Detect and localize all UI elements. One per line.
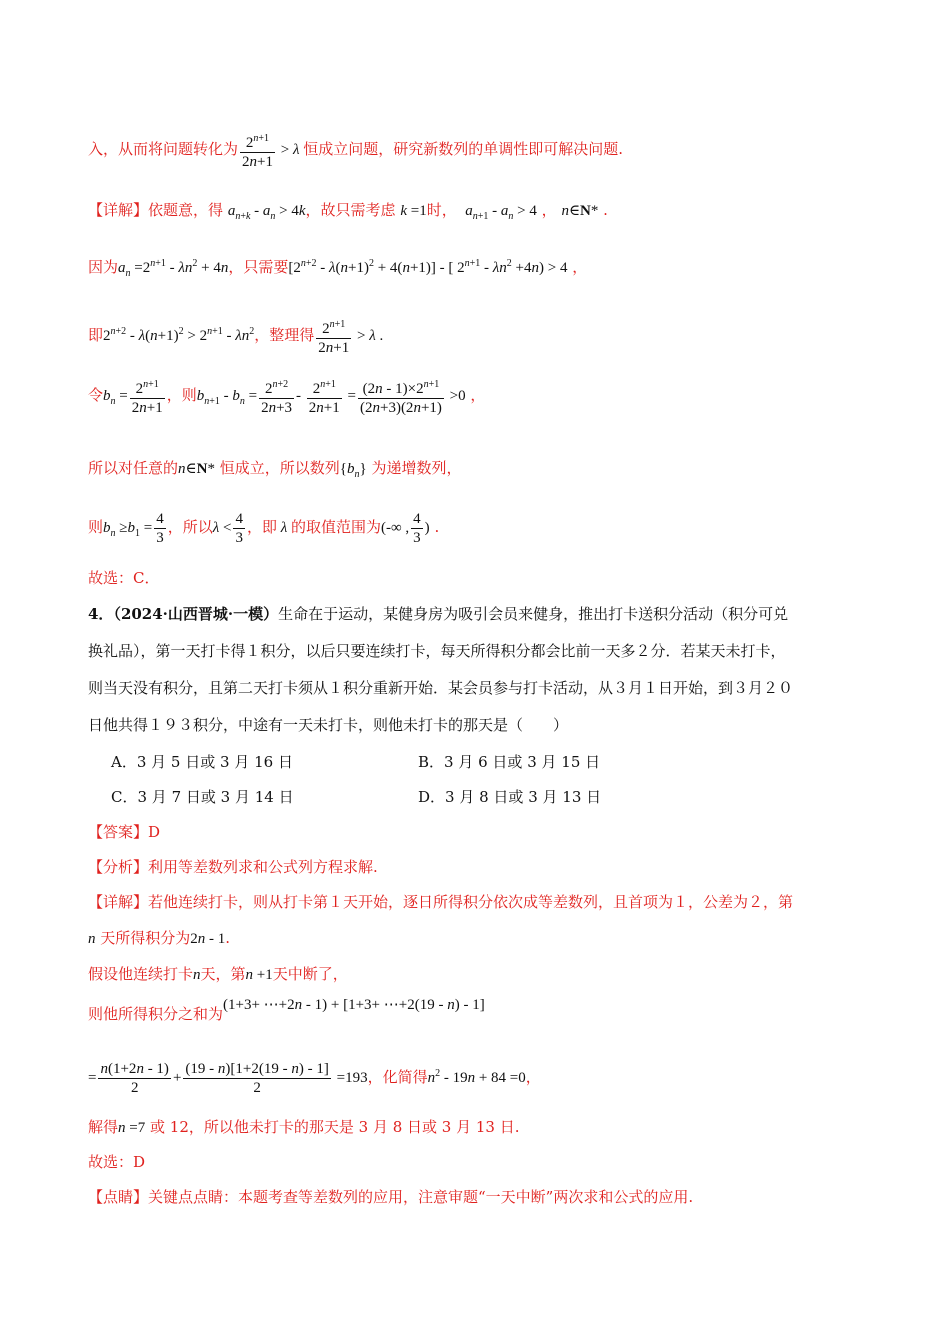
equation-line: = $\frac{n(1+2n - 1)}{2}$ + $\frac{(19 - n)[1+2(19 - n) - 1]}{2}$ =193，化简得$n^2 - 19n + 84 =0$， <box>88 1061 541 1096</box>
analysis-text: 利用等差数列求和公式列方程求解. <box>148 858 378 876</box>
assume-text: 天中断了， <box>272 965 348 983</box>
comment-line <box>88 1187 693 1207</box>
answer-tag: 【答案】 <box>88 823 149 841</box>
comment-tag: 【点睛】 <box>88 1188 149 1206</box>
all-n-line: 所以对任意的n∈N* 恒成立，所以数列$\{b_n\}$ 为递增数列， <box>88 459 462 480</box>
analysis-line <box>88 857 378 877</box>
choice-prev: 故选：C． <box>88 569 160 587</box>
solve-text: 或 12，所以他未打卡的那天是 3 月 8 日或 3 月 13 日. <box>150 1118 520 1136</box>
option-text: 3 月 6 日或 3 月 15 日 <box>444 753 601 771</box>
ji-line: 即$2^{n+2} - \lambda(n+1)^2 > 2^{n+1} - \lambda n^2$，整理得 $\frac{2^{n+1}}{2n+1}$ > λ . <box>88 316 383 357</box>
intro-suffix: 恒成立问题，研究新数列的单调性即可解决问题. <box>303 139 623 158</box>
answer-value: D <box>148 823 161 841</box>
option-text: 3 月 8 日或 3 月 13 日 <box>445 788 602 806</box>
range-text: 的取值范围为 <box>290 517 381 536</box>
option-label: D． <box>418 788 446 806</box>
detail-text: 天所得积分为 <box>100 929 191 947</box>
range-text: 则 <box>88 517 104 536</box>
all-n-text: 为递增数列， <box>371 459 462 477</box>
comment-text: 关键点点睛：本题考查等差数列的应用，注意审题“一天中断”两次求和公式的应用. <box>148 1188 694 1206</box>
detail-text: ，故只需考虑 <box>305 201 396 219</box>
solve-text: 解得 <box>88 1118 119 1136</box>
equation-text: ，化简得 <box>367 1067 428 1086</box>
detail-line-a <box>88 892 868 912</box>
ji-text: ，整理得 <box>254 325 315 344</box>
problem-line-2: 换礼品），第一天打卡得１积分，以后只要连续打卡，每天所得积分都会比前一天多２分．若某天未打卡， <box>88 642 786 660</box>
intro-line: 入，从而将问题转化为 $\frac{2^{n+1}}{2n+1}$ > λ 恒成立问题，研究新数列的单调性即可解决问题. <box>88 130 623 171</box>
all-n-text: 恒成立，所以数列 <box>219 459 340 477</box>
analysis-tag: 【分析】 <box>88 858 149 876</box>
problem-line-3: 则当天没有积分，且第二天打卡须从１积分重新开始．某会员参与打卡活动，从３月１日开始，到３月２０ <box>88 679 794 697</box>
problem-text: 生命在于运动，某健身房为吸引会员来健身，推出打卡送积分活动（积分可兑 <box>278 605 789 623</box>
detail-tag: 【详解】 <box>88 201 149 219</box>
option-a[interactable] <box>111 752 293 772</box>
option-b[interactable] <box>418 752 600 772</box>
assume-text: 假设他连续打卡 <box>88 965 194 983</box>
ling-line: 令$b_n$ = $\frac{2^{n+1}}{2n+1}$ ，则$b_{n+1} - b_n$ = $\frac{2^{n+2}}{2n+3}$ - $\frac{2^{n+1}}{2n+1}$ = $\frac{(2n - 1)\times 2^{n+1}}{(2n+3)(2n+1)}$ >0 ， <box>88 376 485 417</box>
option-label: C． <box>111 788 138 806</box>
detail-line-1: 【详解】依题意，得 $a_{n+k} - a_n > 4k$，故只需考虑 k =1时， $a_{n+1} - a_n > 4$ ， n∈N* . <box>88 201 608 222</box>
ling-text: ，则 <box>166 385 197 404</box>
assume-line: 假设他连续打卡n天，第n +1天中断了， <box>88 965 348 983</box>
detail-tag: 【详解】 <box>88 893 149 911</box>
range-text: ，即 <box>246 517 277 536</box>
option-label: B． <box>418 753 445 771</box>
assume-text: 天，第 <box>200 965 246 983</box>
range-line: 则$b_n \ge b_1$ = $\frac{4}{3}$ ，所以λ < $\frac{4}{3}$ ，即 λ 的取值范围为(-∞ , $\frac{4}{3}$ ) . <box>88 511 440 546</box>
option-text: 3 月 5 日或 3 月 16 日 <box>136 753 293 771</box>
because-line: 因为$a_n =2^{n+1} - \lambda n^2 + 4n$，只需要$[2^{n+2} - \lambda(n+1)^2 + 4(n+1)]$ - [ $2^{n+1} - \lambda n^2 +4n) > 4$ ， <box>88 258 588 279</box>
intro-prefix: 入，从而将问题转化为 <box>88 139 239 158</box>
ji-text: 即 <box>88 325 104 344</box>
sum-text: 则他所得积分之和为 <box>88 1005 224 1023</box>
because-text: 因为 <box>88 258 119 276</box>
option-c[interactable] <box>111 787 294 807</box>
option-label: A． <box>111 753 137 771</box>
option-text: 3 月 7 日或 3 月 14 日 <box>137 788 294 806</box>
range-text: ，所以 <box>167 517 213 536</box>
detail-text: 时， <box>426 201 457 219</box>
problem-source: （2024·山西晋城·一模） <box>113 605 279 623</box>
problem-line-1 <box>88 604 868 624</box>
answer-line <box>88 822 160 842</box>
sum-line: 则他所得积分之和为(1+3+ ⋯+2n - 1) + [1+3+ ⋯+2(19 - n) - 1] <box>88 997 485 1023</box>
detail-text: 依题意，得 <box>148 201 224 219</box>
all-n-text: 所以对任意的 <box>88 459 179 477</box>
ling-text: 令 <box>88 385 104 404</box>
problem-number: 4． <box>88 605 114 623</box>
solve-line: 解得n =7 或 12，所以他未打卡的那天是 3 月 8 日或 3 月 13 日. <box>88 1118 520 1136</box>
choice-line: 故选：D <box>88 1153 146 1171</box>
detail-line-b: n 天所得积分为2n - 1. <box>88 929 231 947</box>
option-d[interactable] <box>418 787 601 807</box>
detail-text: 若他连续打卡，则从打卡第１天开始，逐日所得积分依次成等差数列，且首项为１，公差为２，第 <box>148 893 794 911</box>
because-text: ，只需要 <box>228 258 289 276</box>
problem-line-4: 日他共得１９３积分，中途有一天未打卡，则他未打卡的那天是（ ） <box>88 716 569 734</box>
